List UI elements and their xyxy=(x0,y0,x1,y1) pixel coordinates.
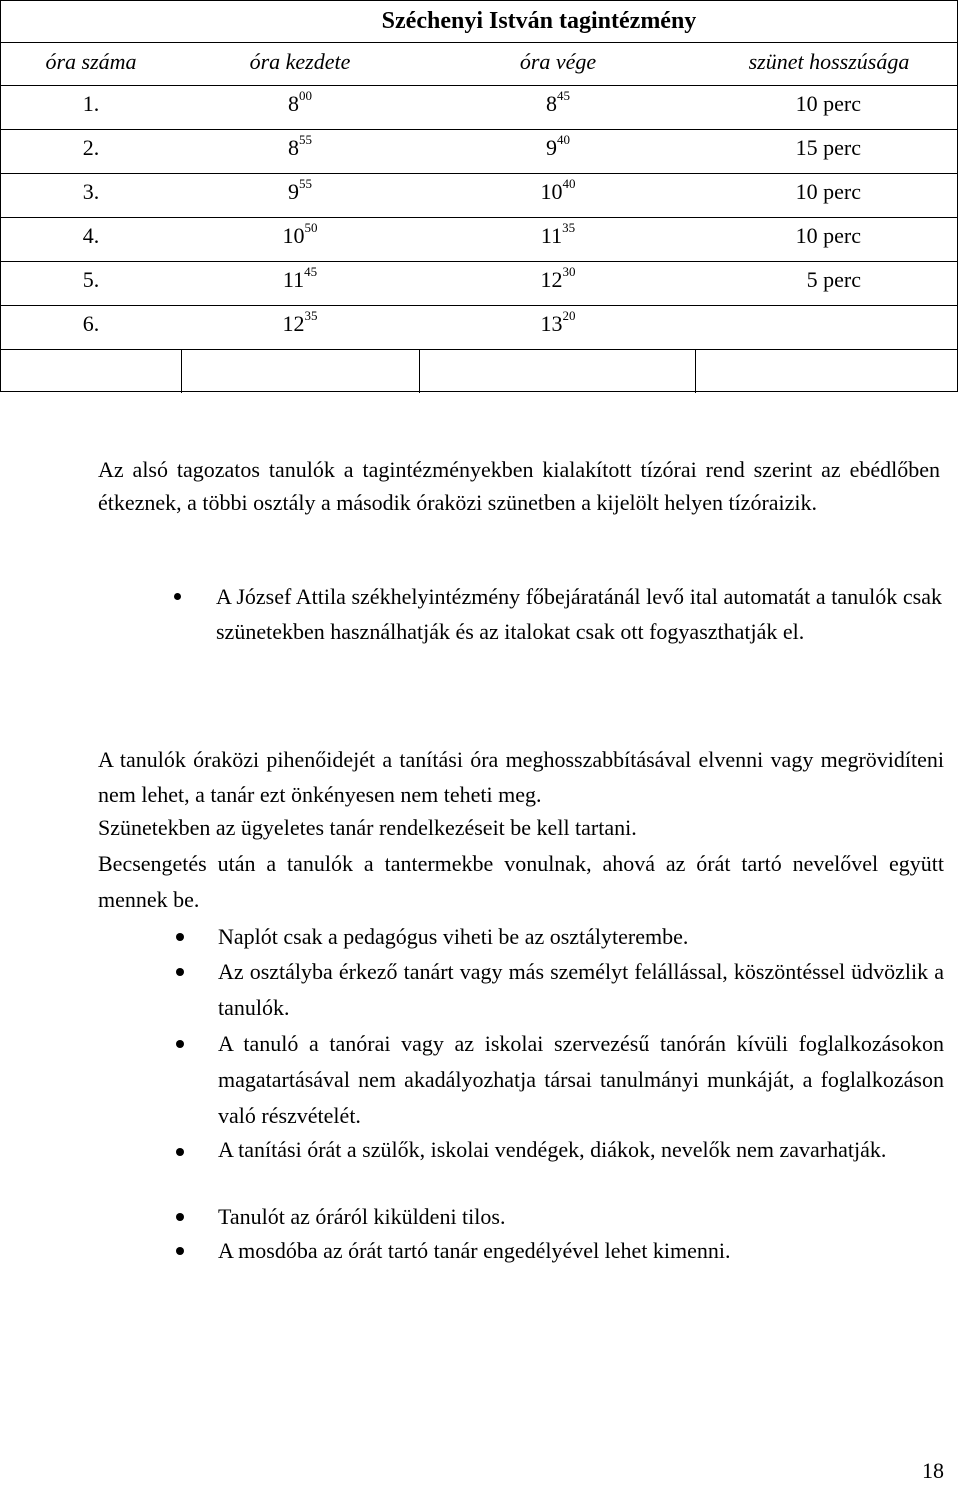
table-rule xyxy=(1,42,957,43)
schedule-table xyxy=(0,0,958,392)
header-lesson-number: óra száma xyxy=(45,49,137,74)
bullet-drink-machine: A József Attila székhelyintézmény főbejáratánál levő ital automatát a tanulók csak szünetekben használhatják és az italokat csak ott fogyaszthatják el. xyxy=(216,579,942,649)
paragraph-snack-rules: Az alsó tagozatos tanulók a tagintézményekben kialakított tízórai rend szerint az ebédlőben étkeznek, a többi osztály a második óraközi szünetben a kijelölt helyen tízóraizik. xyxy=(98,457,940,515)
table-rule xyxy=(1,129,957,130)
table-rule xyxy=(1,217,957,218)
paragraph-break-time: A tanulók óraközi pihenőidejét a tanítási óra meghosszabbításával elvenni vagy megrövidíteni nem lehet, a tanár ezt önkényesen nem teheti meg. xyxy=(98,747,944,807)
header-lesson-end: óra vége xyxy=(519,49,597,74)
table-rule xyxy=(1,173,957,174)
table-rule xyxy=(1,85,957,86)
table-cell-break: 10 perc xyxy=(795,223,861,248)
table-cell-end: $13^{20}$ xyxy=(540,307,576,336)
table-cell-end: $9^{40}$ xyxy=(546,131,570,160)
bullet-item: A tanítási órát a szülők, iskolai vendégek, diákok, nevelők nem zavarhatják. xyxy=(218,1134,944,1166)
table-cell-end: $11^{35}$ xyxy=(540,219,576,248)
table-cell-start: $9^{55}$ xyxy=(288,175,312,204)
table-cell-start: $8^{55}$ xyxy=(288,131,312,160)
table-cell-break: 10 perc xyxy=(795,179,861,204)
table-cell-start: $8^{00}$ xyxy=(288,87,312,116)
header-lesson-start: óra kezdete xyxy=(249,49,351,74)
table-rule xyxy=(1,349,957,350)
table-cell-number: 3. xyxy=(82,179,100,204)
table-cell-end: $10^{40}$ xyxy=(540,175,576,204)
table-cell-number: 4. xyxy=(82,223,100,248)
schedule-title: Széchenyi István tagintézmény xyxy=(381,8,697,34)
table-cell-number: 6. xyxy=(82,311,100,336)
bullet-item: A mosdóba az órát tartó tanár engedélyével lehet kimenni. xyxy=(218,1233,944,1268)
table-rule xyxy=(181,349,182,393)
table-cell-start: $10^{50}$ xyxy=(282,219,318,248)
table-cell-start: $12^{35}$ xyxy=(282,307,318,336)
bullet-item: Naplót csak a pedagógus viheti be az osztályterembe. xyxy=(218,919,944,954)
table-cell-number: 5. xyxy=(82,267,100,292)
table-cell-start: $11^{45}$ xyxy=(282,263,318,292)
table-rule xyxy=(1,305,957,306)
table-cell-break: 15 perc xyxy=(795,135,861,160)
page-number: 18 xyxy=(922,1458,944,1483)
table-cell-break: 5 perc xyxy=(806,267,861,292)
table-cell-break: 10 perc xyxy=(795,91,861,116)
table-cell-end: $8^{45}$ xyxy=(546,87,570,116)
table-rule xyxy=(419,349,420,393)
paragraph-bell: Becsengetés után a tanulók a tantermekbe vonulnak, ahová az órát tartó nevelővel együtt mennek be. xyxy=(98,851,944,912)
table-cell-end: $12^{30}$ xyxy=(540,263,576,292)
header-break-length: szünet hosszúsága xyxy=(748,49,910,74)
table-rule xyxy=(1,261,957,262)
bullet-item: A tanuló a tanórai vagy az iskolai szervezésű tanórán kívüli foglalkozásokon magatartásával nem akadályozhatja társai tanulmányi munkáját, a foglalkozáson való részvételét. xyxy=(218,1026,944,1134)
table-rule xyxy=(695,349,696,393)
table-cell-number: 1. xyxy=(82,91,100,116)
bullet-item: Az osztályba érkező tanárt vagy más személyt felállással, köszöntéssel üdvözlik a tanulók. xyxy=(218,954,944,1026)
paragraph-duty-teacher: Szünetekben az ügyeletes tanár rendelkezéseit be kell tartani. xyxy=(98,815,637,840)
bullet-item: Tanulót az óráról kiküldeni tilos. xyxy=(218,1199,944,1234)
table-cell-number: 2. xyxy=(82,135,100,160)
